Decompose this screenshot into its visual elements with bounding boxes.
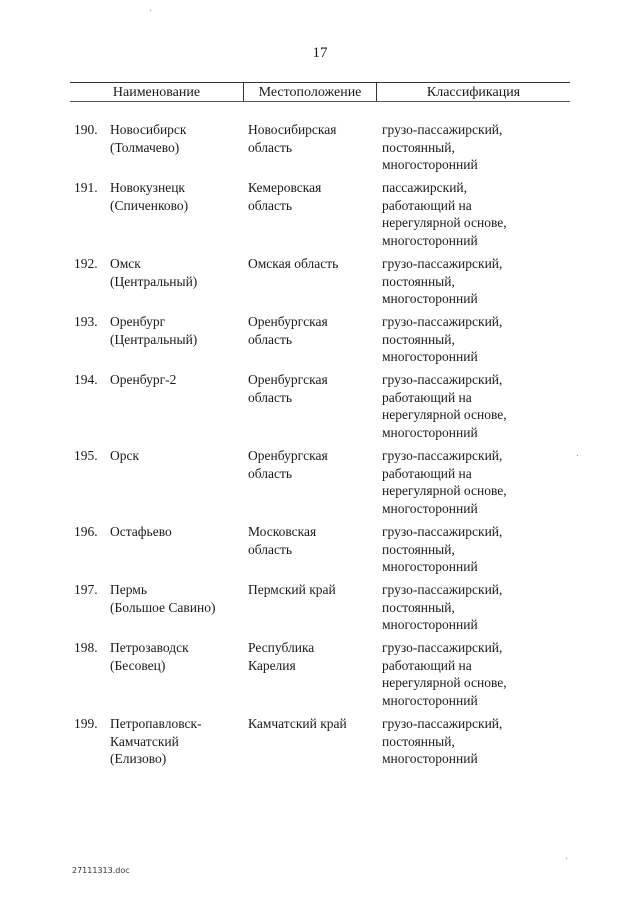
airport-name-line: Омск [110,256,141,271]
scan-speck [150,10,151,11]
airport-name-line: (Толмачево) [110,139,180,155]
airport-location-cell [248,639,373,674]
airport-name-cell [110,715,245,768]
airport-location-line: Оренбургская [248,448,328,463]
airport-name-line: Новосибирск [110,122,187,137]
airport-location-line: Камчатский край [248,716,347,731]
airport-classification-line: постоянный, [382,599,455,615]
airport-name-cell [110,255,245,290]
airport-location-line: Пермский край [248,582,336,597]
airport-name-cell [110,179,245,214]
airport-name-line: Оренбург [110,314,166,329]
airport-name-line: (Центральный) [110,273,198,289]
airport-classification-line: грузо-пассажирский, [382,524,503,539]
scan-speck [577,455,578,456]
airport-classification-line: постоянный, [382,733,455,749]
airport-name-line: Петрозаводск [110,640,189,655]
airport-classification-line: работающий на [382,657,472,673]
airport-location-line: Оренбургская [248,372,328,387]
airport-classification-line: многосторонний [382,291,478,306]
page-number: 17 [312,45,328,61]
column-header-name: Наименование [112,85,201,100]
row-number: 190. [74,122,98,137]
airport-location-cell [248,581,373,599]
airport-name-cell [110,371,245,389]
airport-location-line: область [248,465,293,481]
document-filename: 27111313.doc [72,866,130,875]
airport-classification-line: грузо-пассажирский, [382,314,503,329]
airport-classification-line: грузо-пассажирский, [382,448,503,463]
airport-classification-line: многосторонний [382,232,478,248]
airport-classification-line: грузо-пассажирский, [382,716,503,731]
airport-name-cell [110,523,245,541]
row-number: 196. [74,524,98,539]
airport-location-line: Новосибирская [248,122,337,137]
row-number: 194. [74,372,98,387]
airport-location-line: область [248,139,293,155]
table-top-rule [70,82,570,83]
airport-classification-line: многосторонний [382,751,478,766]
airport-classification-line: работающий на [382,465,472,481]
row-number: 192. [74,256,98,271]
row-number: 197. [74,582,98,597]
airport-classification-cell [382,639,567,709]
airport-location-line: область [248,389,293,405]
airport-classification-line: грузо-пассажирский, [382,372,503,387]
airport-classification-line: грузо-пассажирский, [382,256,503,271]
airport-location-line: область [248,541,293,557]
airport-classification-cell [382,523,567,576]
airport-location-cell [248,523,373,558]
airport-classification-cell [382,255,567,308]
airport-location-line: область [248,197,293,213]
airport-name-cell [110,313,245,348]
airport-location-cell [248,447,373,482]
airport-classification-cell [382,121,567,174]
airport-classification-line: многосторонний [382,349,478,364]
airport-classification-line: грузо-пассажирский, [382,640,503,655]
airport-location-line: Кемеровская [248,180,322,195]
airport-classification-line: многосторонний [382,617,478,632]
airport-classification-line: работающий на [382,389,472,405]
airport-classification-line: нерегулярной основе, [382,675,507,690]
airport-classification-cell [382,371,567,441]
airport-name-cell [110,447,245,465]
airport-name-line: (Елизово) [110,751,167,766]
airport-location-line: область [248,331,293,347]
airport-classification-line: грузо-пассажирский, [382,122,503,137]
scan-speck [566,858,567,859]
row-number: 198. [74,640,98,655]
airport-classification-line: многосторонний [382,424,478,440]
airport-classification-cell [382,179,567,249]
airport-name-line: Петропавловск- [110,716,202,731]
airport-classification-line: нерегулярной основе, [382,483,507,498]
row-number: 199. [74,716,98,731]
column-header-location: Местоположение [258,85,362,100]
airport-classification-line: грузо-пассажирский, [382,582,503,597]
airport-location-cell [248,255,373,273]
airport-location-cell [248,715,373,733]
airport-name-line: (Бесовец) [110,657,166,673]
airport-name-cell [110,121,245,156]
airport-classification-line: работающий на [382,197,472,213]
airport-name-line: Новокузнецк [110,180,185,195]
airport-classification-line: многосторонний [382,500,478,516]
airport-classification-line: постоянный, [382,139,455,155]
airport-location-line: Оренбургская [248,314,328,329]
airport-classification-cell [382,447,567,517]
airport-location-cell [248,371,373,406]
airport-name-line: (Центральный) [110,331,198,347]
airport-classification-line: многосторонний [382,559,478,574]
airport-location-cell [248,179,373,214]
column-header-classification: Классификация [426,85,521,100]
airport-classification-line: постоянный, [382,331,455,347]
row-number: 195. [74,448,98,463]
airport-name-cell [110,581,245,616]
airport-classification-line: многосторонний [382,692,478,708]
airport-location-line: Республика [248,640,315,655]
airport-name-line: Камчатский [110,733,179,749]
row-number: 191. [74,180,98,195]
airport-name-line: Орск [110,448,140,463]
airport-location-cell [248,313,373,348]
airport-name-line: (Спиченково) [110,197,189,213]
row-number: 193. [74,314,98,329]
airport-classification-line: нерегулярной основе, [382,407,507,422]
airport-location-cell [248,121,373,156]
airport-classification-line: пассажирский, [382,180,468,195]
airport-classification-line: постоянный, [382,541,455,557]
airport-name-line: Оренбург-2 [110,372,177,387]
airport-classification-cell [382,715,567,768]
table-header-bottom-rule [70,101,570,102]
airport-classification-line: многосторонний [382,157,478,172]
airport-name-line: Остафьево [110,524,172,539]
airport-classification-cell [382,313,567,366]
airport-name-cell [110,639,245,674]
airport-location-line: Московская [248,524,317,539]
airport-name-line: Пермь [110,582,147,597]
airport-location-line: Карелия [248,657,296,673]
airport-name-line: (Большое Савино) [110,599,216,615]
airport-classification-cell [382,581,567,634]
airport-location-line: Омская область [248,256,339,271]
airport-classification-line: нерегулярной основе, [382,215,507,230]
airport-classification-line: постоянный, [382,273,455,289]
